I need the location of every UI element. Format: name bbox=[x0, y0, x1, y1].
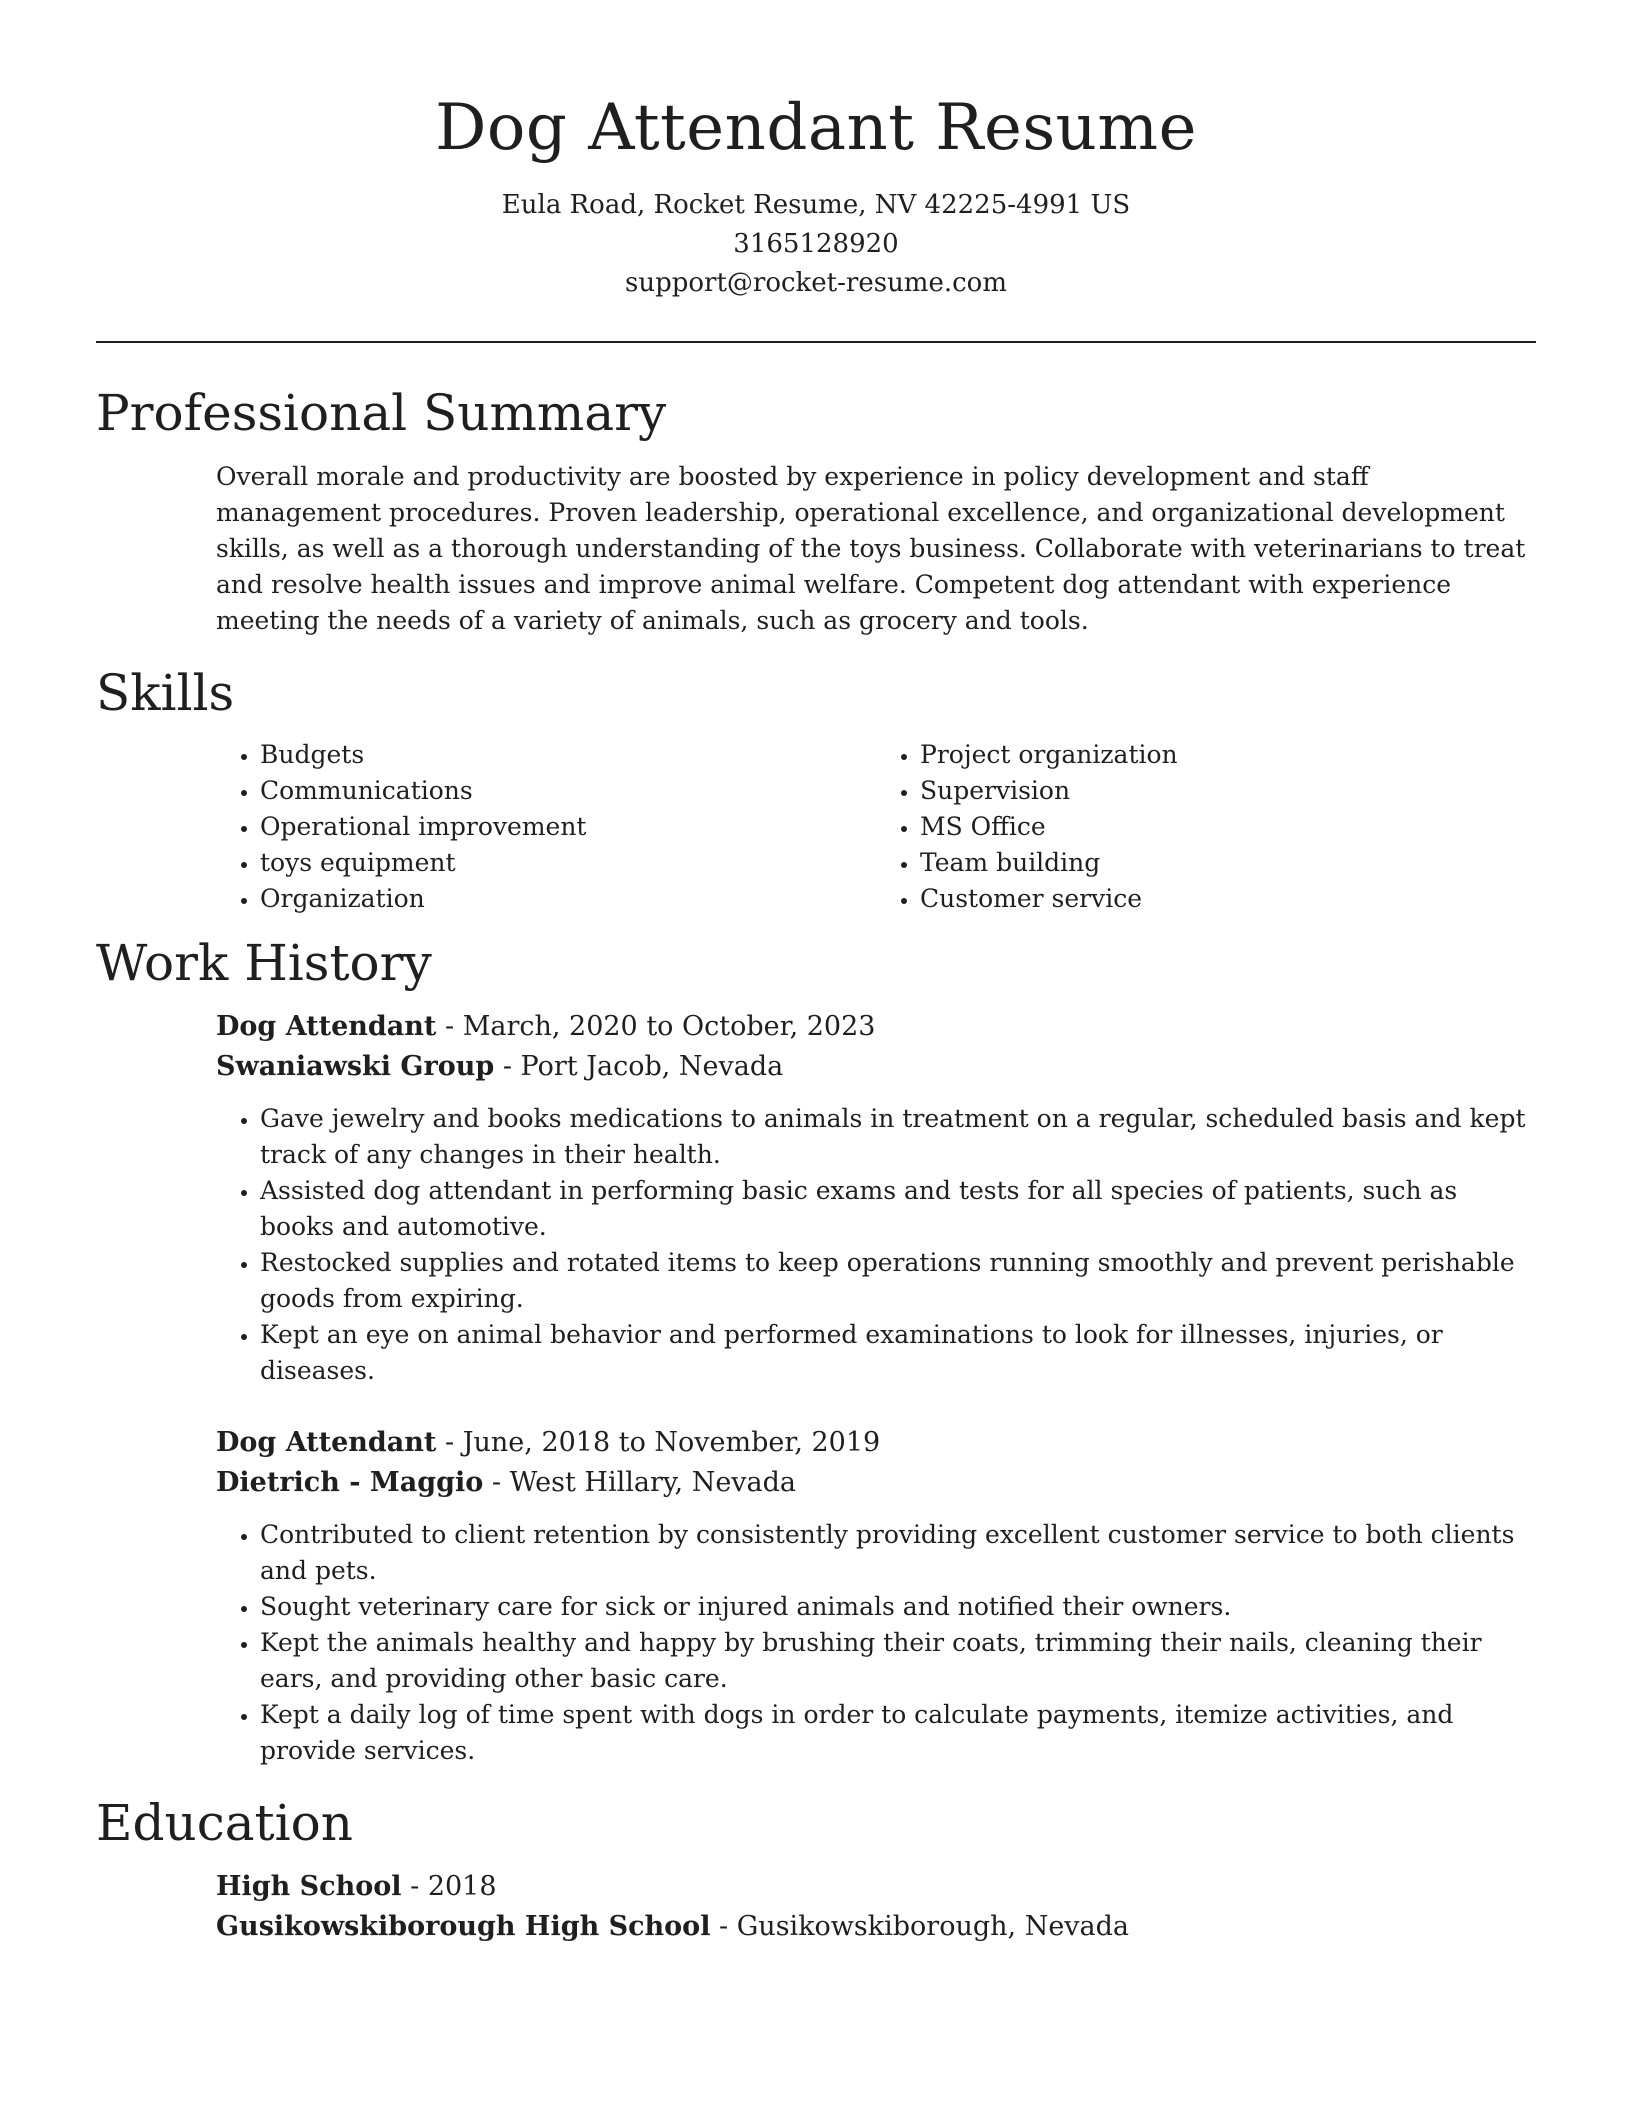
summary-heading: Professional Summary bbox=[96, 384, 667, 442]
skills-grid bbox=[216, 737, 1536, 917]
job-bullet: • Kept the animals healthy and happy by brushing their coats, trimming their nails, cleaning their ears, and providing other basic care. bbox=[260, 1625, 1536, 1697]
skill-item: • Organization bbox=[260, 881, 876, 917]
work-history-heading: Work History bbox=[96, 934, 432, 992]
job-title: Dog Attendant bbox=[216, 1011, 437, 1042]
header-divider bbox=[96, 341, 1536, 343]
work-history-section bbox=[96, 1007, 1536, 1769]
resume-header bbox=[96, 0, 1536, 303]
education-degree: High School bbox=[216, 1871, 402, 1902]
job-bullets bbox=[216, 1517, 1536, 1769]
job-bullet: • Contributed to client retention by consistently providing excellent customer service to both clients and pets. bbox=[260, 1517, 1536, 1589]
job-bullet: • Assisted dog attendant in performing basic exams and tests for all species of patients, such as books and automotive. bbox=[260, 1173, 1536, 1245]
education-heading: Education bbox=[96, 1794, 353, 1852]
job-location: - West Hillary, Nevada bbox=[483, 1467, 797, 1498]
skill-item: • Operational improvement bbox=[260, 809, 876, 845]
contact-info bbox=[96, 186, 1536, 303]
skill-item: • MS Office bbox=[920, 809, 1536, 845]
contact-address: Eula Road, Rocket Resume, NV 42225-4991 US bbox=[501, 190, 1131, 220]
job-company: Swaniawski Group bbox=[216, 1051, 495, 1082]
job-company-line bbox=[216, 1047, 1536, 1087]
contact-email: support@rocket-resume.com bbox=[624, 268, 1007, 298]
education-school-line bbox=[216, 1907, 1536, 1947]
job-bullets bbox=[216, 1101, 1536, 1389]
job-entry bbox=[216, 1007, 1536, 1389]
job-dates: - June, 2018 to November, 2019 bbox=[436, 1427, 881, 1458]
skill-item: • Customer service bbox=[920, 881, 1536, 917]
skills-list-left bbox=[216, 737, 876, 917]
skills-list-right bbox=[876, 737, 1536, 917]
education-degree-line bbox=[216, 1867, 1536, 1907]
skill-item: • Communications bbox=[260, 773, 876, 809]
job-bullet: • Restocked supplies and rotated items to keep operations running smoothly and prevent perishable goods from expiring. bbox=[260, 1245, 1536, 1317]
job-title-line bbox=[216, 1423, 1536, 1463]
job-bullet: • Kept an eye on animal behavior and performed examinations to look for illnesses, injuries, or diseases. bbox=[260, 1317, 1536, 1389]
education-section bbox=[96, 1867, 1536, 1947]
skills-heading: Skills bbox=[96, 664, 235, 722]
job-location: - Port Jacob, Nevada bbox=[494, 1051, 784, 1082]
job-company: Dietrich - Maggio bbox=[216, 1467, 484, 1498]
skills-section bbox=[96, 737, 1536, 917]
job-dates: - March, 2020 to October, 2023 bbox=[436, 1011, 876, 1042]
job-bullet: • Sought veterinary care for sick or injured animals and notified their owners. bbox=[260, 1589, 1536, 1625]
job-bullet: • Gave jewelry and books medications to animals in treatment on a regular, scheduled basis and kept track of any changes in their health. bbox=[260, 1101, 1536, 1173]
summary-text: Overall morale and productivity are boosted by experience in policy development and staff management procedures. Proven leadership, operational excellence, and organizational development skills, as well as a thorough understanding of the toys business. Collaborate with veterinarians to treat and resolve health issues and improve animal welfare. Competent dog attendant with experience meeting the needs of a variety of animals, such as grocery and tools. bbox=[216, 462, 1526, 635]
job-company-line bbox=[216, 1463, 1536, 1503]
contact-phone: 3165128920 bbox=[733, 229, 899, 259]
job-title-line bbox=[216, 1007, 1536, 1047]
skill-item: • Team building bbox=[920, 845, 1536, 881]
education-location: - Gusikowskiborough, Nevada bbox=[710, 1911, 1130, 1942]
education-year: - 2018 bbox=[401, 1871, 497, 1902]
skill-item: • toys equipment bbox=[260, 845, 876, 881]
skill-item: • Supervision bbox=[920, 773, 1536, 809]
resume-title: Dog Attendant Resume bbox=[435, 91, 1197, 165]
education-entry bbox=[216, 1867, 1536, 1947]
summary-section bbox=[96, 459, 1536, 639]
education-school: Gusikowskiborough High School bbox=[216, 1911, 711, 1942]
skill-item: • Project organization bbox=[920, 737, 1536, 773]
job-bullet: • Kept a daily log of time spent with dogs in order to calculate payments, itemize activities, and provide services. bbox=[260, 1697, 1536, 1769]
job-title: Dog Attendant bbox=[216, 1427, 437, 1458]
skill-item: • Budgets bbox=[260, 737, 876, 773]
job-entry bbox=[216, 1423, 1536, 1769]
